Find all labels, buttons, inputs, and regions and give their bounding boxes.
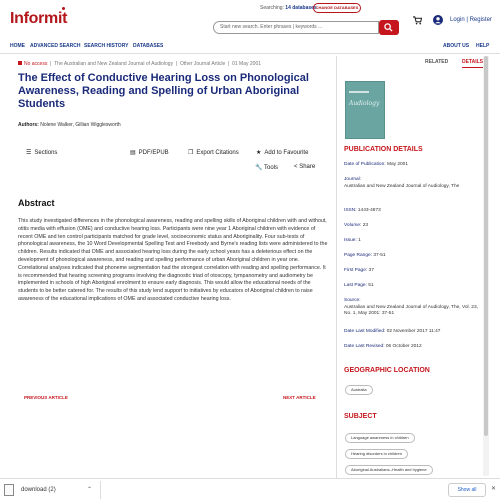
- journal-cover-image: [345, 81, 385, 139]
- breadcrumb-journal[interactable]: The Australian and New Zealand Journal of Audiology: [54, 61, 174, 67]
- pdf-label: PDF/EPUB: [138, 150, 169, 156]
- search-input[interactable]: Start new search. Enter phrases | keywords ...: [213, 21, 379, 34]
- volume-field: [344, 223, 484, 230]
- tab-details[interactable]: DETAILS: [462, 59, 483, 68]
- add-favourite-button[interactable]: [256, 149, 308, 156]
- authors-label: Authors:: [18, 122, 39, 128]
- download-filename[interactable]: download (2): [21, 487, 56, 493]
- download-bar: [0, 478, 500, 500]
- volume-label: Volume:: [344, 223, 362, 228]
- share-button[interactable]: [294, 164, 315, 170]
- nav-databases[interactable]: DATABASES: [133, 43, 164, 49]
- issue-field: [344, 238, 484, 245]
- issn-value: 1443-4873: [357, 208, 381, 213]
- subject-heading: SUBJECT: [344, 413, 377, 420]
- geo-pill-australia[interactable]: Australia: [345, 385, 373, 395]
- nav-about-us[interactable]: ABOUT US: [443, 43, 470, 49]
- share-label: Share: [299, 164, 316, 170]
- revised-label: Date Last Revised:: [344, 344, 385, 349]
- subject-pill[interactable]: Language awareness in children: [345, 433, 415, 443]
- logo-accent-dot: [62, 7, 65, 10]
- document-icon: ▤: [130, 150, 136, 156]
- breadcrumb-type: Other Journal Article: [179, 61, 226, 67]
- chevron-up-icon[interactable]: ⌃: [87, 487, 93, 493]
- searching-prefix: Searching:: [260, 5, 284, 11]
- sections-label: Sections: [34, 150, 58, 156]
- journal-field: [344, 177, 484, 190]
- breadcrumb: No access | The Australian and New Zealand Journal of Audiology | Other Journal Article | 01 May 2001: [18, 61, 261, 67]
- breadcrumb-date: 01 May 2001: [232, 61, 262, 67]
- wrench-icon: 🔧: [255, 165, 263, 171]
- cover-title: Audiology: [349, 100, 380, 107]
- informit-logo[interactable]: Informit: [10, 10, 68, 27]
- page-range-field: [344, 253, 484, 260]
- modified-label: Date Last Modified:: [344, 329, 386, 334]
- date-value: May 2001: [386, 162, 409, 167]
- login-register-link[interactable]: Login | Register: [450, 17, 492, 23]
- nav-home[interactable]: HOME: [10, 43, 25, 49]
- tools-label: Tools: [264, 165, 279, 171]
- abstract-text: This study investigated differences in the phonological awareness, reading and spelling skills of Aboriginal children with and without, otitis media with effusion (OME) and conductive hearing loss. Participants were nine year 1 Aboriginal children with evidence of recent OME and ten control participants matched for grade level, socioeconomic status and Aboriginality. Four sub-tests of phonological awareness, the 10 Word Developmental Spelling Test and Freebody and Byrne's reading lists were administered to the children. Results indicated that OME and associated hearing loss during the early school years has a deleterious effect on the development of phonological awareness, and reading and spelling performance of urban Aboriginal children in year one. Correlational analyses indicated that phoneme segmentation had the strongest correlation with reading and spelling performance. It is recommended that hearing screening programs involving the diagnostic triad of otoscopy, tympanometry and audiometry be implemented in schools of high Aboriginal enrolment to ensure early diagnosis. This would allow the educational needs of the students to be better catered for. The results of this study lend support to initiatives by educators of Aboriginal children to raise awareness of the educational implications of OME and associated conductive hearing loss.: [18, 218, 328, 302]
- issue-value: 1: [358, 238, 361, 243]
- geographic-location-heading: GEOGRAPHIC LOCATION: [344, 367, 430, 374]
- article-authors: [18, 122, 121, 128]
- subject-pill[interactable]: Hearing disorders in children: [345, 449, 408, 459]
- nav-search-history[interactable]: SEARCH HISTORY: [84, 43, 129, 49]
- revised-value: 06 October 2012: [385, 344, 422, 349]
- issn-label: ISSN:: [344, 208, 357, 213]
- tools-button[interactable]: [255, 164, 278, 171]
- list-icon: ☰: [26, 150, 32, 156]
- lock-icon: [18, 61, 22, 65]
- issue-label: Issue:: [344, 238, 357, 243]
- tab-related[interactable]: RELATED: [425, 59, 449, 65]
- no-access-label: No access: [24, 61, 48, 67]
- show-all-button[interactable]: Show all: [448, 483, 486, 497]
- source-field: [344, 298, 484, 318]
- date-revised-field: [344, 344, 484, 351]
- search-button[interactable]: [379, 20, 399, 35]
- cart-icon[interactable]: [413, 16, 422, 25]
- user-icon[interactable]: [433, 15, 443, 25]
- journal-label: Journal:: [344, 177, 362, 182]
- file-icon: [4, 484, 14, 496]
- last-page-field: [344, 283, 484, 290]
- modified-value: 02 November 2017 11:47: [386, 329, 441, 334]
- subject-pill[interactable]: Aboriginal Australians--Health and hygiene: [345, 465, 433, 475]
- search-icon: [384, 23, 393, 32]
- export-citations-button[interactable]: [188, 149, 239, 156]
- range-label: Page Range:: [344, 253, 373, 258]
- nav-advanced-search[interactable]: ADVANCED SEARCH: [30, 43, 81, 49]
- export-icon: ❐: [188, 150, 194, 156]
- source-label: Source:: [344, 298, 361, 303]
- change-databases-button[interactable]: CHANGE DATABASES: [313, 3, 361, 13]
- share-icon: <: [294, 164, 298, 170]
- date-label: Date of Publication:: [344, 162, 386, 167]
- pdf-epub-button[interactable]: [130, 149, 169, 156]
- sections-button[interactable]: [26, 149, 57, 156]
- range-value: 37-51: [373, 253, 386, 258]
- close-icon[interactable]: ✕: [491, 486, 497, 492]
- date-modified-field: [344, 329, 484, 336]
- searching-count[interactable]: 14 databases: [285, 5, 317, 11]
- authors-names[interactable]: Nolene Walker, Gillian Wigglesworth: [40, 122, 121, 128]
- star-icon: ★: [256, 150, 262, 156]
- first-label: First Page:: [344, 268, 368, 273]
- source-value: Australian and New Zealand Journal of Audiology, The, Vol. 23, No. 1, May 2001: 37-51: [344, 304, 478, 316]
- journal-value[interactable]: Australian and New Zealand Journal of Audiology, The: [344, 183, 460, 189]
- last-label: Last Page:: [344, 283, 367, 288]
- volume-value: 23: [362, 223, 369, 228]
- searching-info: [260, 5, 317, 11]
- publication-details-heading: PUBLICATION DETAILS: [344, 146, 423, 153]
- details-sidebar: [336, 56, 483, 480]
- date-of-publication: [344, 162, 484, 169]
- favourite-label: Add to Favourite: [264, 150, 309, 156]
- next-article-link[interactable]: NEXT ARTICLE: [283, 395, 316, 400]
- first-value: 37: [368, 268, 374, 273]
- divider: [100, 481, 101, 499]
- nav-help[interactable]: HELP: [476, 43, 490, 49]
- top-header: [0, 0, 500, 40]
- scrollbar-thumb[interactable]: [484, 56, 488, 436]
- first-page-field: [344, 268, 484, 275]
- export-label: Export Citations: [196, 150, 239, 156]
- article-title: The Effect of Conductive Hearing Loss on Phonological Awareness, Reading and Spelling of Urban Aboriginal Students: [18, 72, 309, 110]
- issn-field: [344, 208, 484, 215]
- last-value: 51: [368, 283, 374, 288]
- main-nav: [0, 40, 500, 54]
- cover-line: [349, 91, 369, 93]
- previous-article-link[interactable]: PREVIOUS ARTICLE: [24, 395, 68, 400]
- abstract-heading: Abstract: [18, 198, 55, 208]
